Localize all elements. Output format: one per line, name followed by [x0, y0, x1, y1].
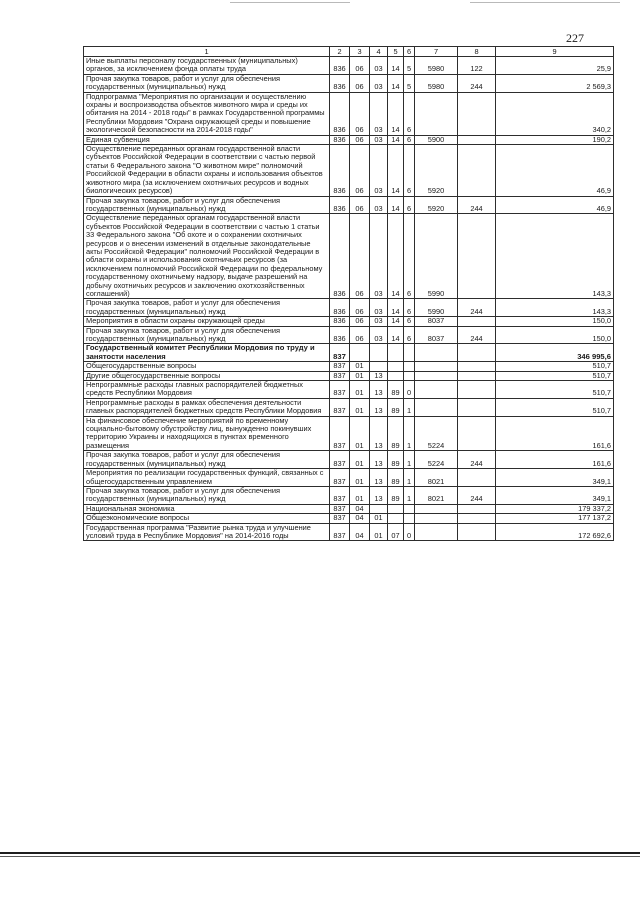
code-target: [415, 381, 458, 399]
code-subsection: 13: [370, 381, 388, 399]
row-amount: 161,6: [496, 451, 614, 469]
code-expense-type: [458, 416, 496, 451]
column-header: 1: [84, 47, 330, 57]
row-name: Осуществление переданных органам государственной власти субъектов Российской Федерации в соответствии с частью первой статьи 6 Федерального закона "О животном мире" полномочий Российской Федерации в области охраны и использования объектов животного мира (за исключением охотничьих ресурсов и водных биологических ресурсов): [84, 145, 330, 196]
code-admin: 836: [330, 326, 350, 344]
code-target: [415, 398, 458, 416]
code-expense-type: 244: [458, 326, 496, 344]
code-program: 89: [388, 451, 404, 469]
code-admin: 837: [330, 451, 350, 469]
row-name: Непрограммные расходы в рамках обеспечения деятельности главных распорядителей бюджетных средств Республики Мордовия: [84, 398, 330, 416]
table-row: [84, 57, 614, 75]
code-expense-type: 244: [458, 74, 496, 92]
code-section: 06: [350, 135, 370, 144]
budget-table: [83, 46, 614, 541]
code-target: 5920: [415, 196, 458, 214]
code-subsection: 03: [370, 317, 388, 326]
code-section: 06: [350, 214, 370, 299]
row-name: Прочая закупка товаров, работ и услуг для обеспечения государственных (муниципальных) нужд: [84, 299, 330, 317]
code-subsection: 03: [370, 57, 388, 75]
code-subprogram: 5: [404, 74, 415, 92]
code-section: 06: [350, 317, 370, 326]
header-row: [84, 47, 614, 57]
code-target: 5920: [415, 145, 458, 196]
column-header: 2: [330, 47, 350, 57]
code-expense-type: [458, 514, 496, 523]
code-target: 5224: [415, 416, 458, 451]
code-expense-type: [458, 381, 496, 399]
code-program: 89: [388, 469, 404, 487]
code-subprogram: [404, 371, 415, 380]
code-program: 14: [388, 135, 404, 144]
code-subprogram: 6: [404, 326, 415, 344]
code-target: 5990: [415, 214, 458, 299]
code-subsection: 03: [370, 74, 388, 92]
table-row: [84, 214, 614, 299]
row-amount: 340,2: [496, 92, 614, 135]
code-subsection: 03: [370, 196, 388, 214]
code-subprogram: 5: [404, 57, 415, 75]
code-section: 06: [350, 92, 370, 135]
code-subsection: 03: [370, 135, 388, 144]
row-name: Непрограммные расходы главных распорядителей бюджетных средств Республики Мордовия: [84, 381, 330, 399]
code-admin: 837: [330, 362, 350, 371]
code-subprogram: 1: [404, 398, 415, 416]
code-expense-type: [458, 214, 496, 299]
code-subsection: [370, 344, 388, 362]
code-section: 01: [350, 371, 370, 380]
table-row: [84, 326, 614, 344]
code-expense-type: 244: [458, 196, 496, 214]
table-row: [84, 451, 614, 469]
code-expense-type: [458, 398, 496, 416]
row-name: Единая субвенция: [84, 135, 330, 144]
code-admin: 836: [330, 135, 350, 144]
table-body: [84, 57, 614, 541]
scan-edge-line: [470, 2, 620, 3]
code-subsection: 13: [370, 398, 388, 416]
code-admin: 836: [330, 92, 350, 135]
code-subsection: 03: [370, 299, 388, 317]
code-subsection: [370, 362, 388, 371]
code-admin: 836: [330, 196, 350, 214]
code-expense-type: 122: [458, 57, 496, 75]
row-amount: 179 337,2: [496, 504, 614, 513]
code-program: 89: [388, 486, 404, 504]
code-section: 01: [350, 416, 370, 451]
page-number: 227: [566, 31, 584, 45]
code-subsection: 03: [370, 92, 388, 135]
bottom-rule: [0, 856, 640, 857]
code-subsection: 13: [370, 371, 388, 380]
code-admin: 837: [330, 486, 350, 504]
code-section: 01: [350, 486, 370, 504]
code-subprogram: 6: [404, 92, 415, 135]
row-amount: 150,0: [496, 326, 614, 344]
row-amount: 510,7: [496, 381, 614, 399]
code-subprogram: [404, 514, 415, 523]
code-section: 06: [350, 326, 370, 344]
code-expense-type: [458, 523, 496, 541]
code-program: [388, 362, 404, 371]
row-amount: 150,0: [496, 317, 614, 326]
code-program: [388, 504, 404, 513]
row-name: Мероприятия в области охраны окружающей среды: [84, 317, 330, 326]
code-program: 07: [388, 523, 404, 541]
code-target: 5900: [415, 135, 458, 144]
row-name: Государственная программа "Развитие рынка труда и улучшение условий труда в Республике Мордовия" на 2014-2016 годы: [84, 523, 330, 541]
row-name: Общеэкономические вопросы: [84, 514, 330, 523]
row-name: Прочая закупка товаров, работ и услуг для обеспечения государственных (муниципальных) нужд: [84, 451, 330, 469]
code-subsection: 01: [370, 523, 388, 541]
code-subprogram: 6: [404, 135, 415, 144]
table-row: [84, 486, 614, 504]
code-program: [388, 514, 404, 523]
code-subsection: 03: [370, 214, 388, 299]
code-program: 14: [388, 92, 404, 135]
code-program: 14: [388, 196, 404, 214]
code-program: 14: [388, 145, 404, 196]
column-header: 4: [370, 47, 388, 57]
row-amount: 510,7: [496, 371, 614, 380]
code-target: [415, 362, 458, 371]
code-target: 5224: [415, 451, 458, 469]
column-header: 3: [350, 47, 370, 57]
code-admin: 837: [330, 523, 350, 541]
code-expense-type: [458, 145, 496, 196]
code-program: 14: [388, 326, 404, 344]
row-name: Национальная экономика: [84, 504, 330, 513]
code-subprogram: 6: [404, 299, 415, 317]
row-amount: 177 137,2: [496, 514, 614, 523]
code-section: 01: [350, 381, 370, 399]
code-section: 06: [350, 74, 370, 92]
table-row: [84, 317, 614, 326]
code-subprogram: 6: [404, 214, 415, 299]
code-section: 04: [350, 504, 370, 513]
code-subsection: 03: [370, 326, 388, 344]
row-amount: 510,7: [496, 362, 614, 371]
scan-edge-line: [230, 2, 350, 3]
table-row: [84, 416, 614, 451]
code-admin: 837: [330, 504, 350, 513]
code-subprogram: 0: [404, 523, 415, 541]
code-admin: 837: [330, 344, 350, 362]
code-section: 06: [350, 57, 370, 75]
code-admin: 836: [330, 299, 350, 317]
column-header: 9: [496, 47, 614, 57]
column-header: 7: [415, 47, 458, 57]
code-admin: 837: [330, 416, 350, 451]
row-name: Подпрограмма "Мероприятия по организации и осуществлению охраны и воспроизводства объектов животного мира и среды их обитания на 2014 - 2018 годы" в рамках Государственной программы Республики Мордовия "Охрана окружающей среды и повышение экологической безопасности на 2014-2018 годы": [84, 92, 330, 135]
row-amount: 143,3: [496, 214, 614, 299]
code-expense-type: [458, 317, 496, 326]
column-header: 5: [388, 47, 404, 57]
code-program: [388, 344, 404, 362]
code-program: 14: [388, 317, 404, 326]
code-program: [388, 371, 404, 380]
code-admin: 836: [330, 214, 350, 299]
code-subprogram: 1: [404, 486, 415, 504]
table-row: [84, 196, 614, 214]
table-row: [84, 74, 614, 92]
code-target: 8037: [415, 317, 458, 326]
code-section: 01: [350, 362, 370, 371]
row-amount: 2 569,3: [496, 74, 614, 92]
code-program: 14: [388, 214, 404, 299]
code-target: [415, 514, 458, 523]
code-target: [415, 371, 458, 380]
code-subsection: 13: [370, 416, 388, 451]
row-name: Общегосударственные вопросы: [84, 362, 330, 371]
row-amount: 349,1: [496, 469, 614, 487]
code-subprogram: 1: [404, 416, 415, 451]
code-expense-type: [458, 504, 496, 513]
bottom-rule: [0, 852, 640, 854]
row-name: На финансовое обеспечение мероприятий по временному социально-бытовому обустройству лиц, вынужденно покинувших территорию Украины и находящихся в пунктах временного размещения: [84, 416, 330, 451]
code-subsection: 03: [370, 145, 388, 196]
row-amount: 25,9: [496, 57, 614, 75]
code-expense-type: [458, 135, 496, 144]
code-target: [415, 523, 458, 541]
code-expense-type: 244: [458, 486, 496, 504]
code-section: 01: [350, 469, 370, 487]
row-name: Мероприятия по реализации государственных функций, связанных с общегосударственным управлением: [84, 469, 330, 487]
code-target: 5990: [415, 299, 458, 317]
code-program: 89: [388, 416, 404, 451]
row-amount: 172 692,6: [496, 523, 614, 541]
row-amount: 46,9: [496, 196, 614, 214]
table-row: [84, 514, 614, 523]
code-expense-type: [458, 344, 496, 362]
code-section: [350, 344, 370, 362]
row-name: Прочая закупка товаров, работ и услуг для обеспечения государственных (муниципальных) нужд: [84, 74, 330, 92]
row-amount: 510,7: [496, 398, 614, 416]
code-target: [415, 92, 458, 135]
table-row: [84, 362, 614, 371]
row-amount: 46,9: [496, 145, 614, 196]
code-expense-type: 244: [458, 451, 496, 469]
row-amount: 161,6: [496, 416, 614, 451]
code-target: 8037: [415, 326, 458, 344]
table-row: [84, 398, 614, 416]
code-admin: 837: [330, 381, 350, 399]
code-program: 14: [388, 74, 404, 92]
code-subsection: 13: [370, 486, 388, 504]
row-amount: 190,2: [496, 135, 614, 144]
code-subprogram: 6: [404, 317, 415, 326]
code-section: 06: [350, 145, 370, 196]
code-section: 01: [350, 398, 370, 416]
code-admin: 836: [330, 317, 350, 326]
code-section: 01: [350, 451, 370, 469]
code-target: 5980: [415, 74, 458, 92]
table-row: [84, 469, 614, 487]
code-subprogram: 1: [404, 451, 415, 469]
code-expense-type: [458, 362, 496, 371]
code-target: [415, 504, 458, 513]
code-section: 04: [350, 514, 370, 523]
code-program: 14: [388, 299, 404, 317]
row-name: Прочая закупка товаров, работ и услуг для обеспечения государственных (муниципальных) нужд: [84, 326, 330, 344]
code-subprogram: 1: [404, 469, 415, 487]
code-admin: 837: [330, 469, 350, 487]
row-name: Прочая закупка товаров, работ и услуг для обеспечения государственных (муниципальных) нужд: [84, 196, 330, 214]
code-subprogram: [404, 362, 415, 371]
row-name: Прочая закупка товаров, работ и услуг для обеспечения государственных (муниципальных) нужд: [84, 486, 330, 504]
code-subprogram: 6: [404, 196, 415, 214]
code-admin: 836: [330, 74, 350, 92]
code-section: 06: [350, 299, 370, 317]
code-program: 89: [388, 398, 404, 416]
code-expense-type: [458, 371, 496, 380]
code-expense-type: [458, 469, 496, 487]
code-section: 06: [350, 196, 370, 214]
table-row: [84, 523, 614, 541]
row-name: Государственный комитет Республики Мордовия по труду и занятости населения: [84, 344, 330, 362]
code-subsection: 01: [370, 514, 388, 523]
code-subprogram: [404, 504, 415, 513]
table-row: [84, 381, 614, 399]
table-row: [84, 344, 614, 362]
code-subprogram: 0: [404, 381, 415, 399]
code-target: 8021: [415, 469, 458, 487]
code-admin: 837: [330, 398, 350, 416]
code-subsection: 13: [370, 451, 388, 469]
code-program: 89: [388, 381, 404, 399]
column-header: 8: [458, 47, 496, 57]
code-target: 5980: [415, 57, 458, 75]
table-row: [84, 145, 614, 196]
column-header: 6: [404, 47, 415, 57]
code-subprogram: 6: [404, 145, 415, 196]
row-name: Иные выплаты персоналу государственных (муниципальных) органов, за исключением фонда оплаты труда: [84, 57, 330, 75]
code-subsection: 13: [370, 469, 388, 487]
code-target: 8021: [415, 486, 458, 504]
code-target: [415, 344, 458, 362]
row-name: Осуществление переданных органам государственной власти субъектов Российской Федерации в соответствии с частью 1 статьи 33 Федерального закона "Об охоте и о сохранении охотничьих ресурсов и о внесении изменений в отдельные законодательные акты Российской Федерации" полномочий Российской Федерации в области охраны и использования охотничьих ресурсов (за исключением полномочий Российской Федерации по федеральному государственному охотничьему надзору, выдаче разрешений на добычу охотничьих ресурсов и заключению охотхозяйственных соглашений): [84, 214, 330, 299]
row-name: Другие общегосударственные вопросы: [84, 371, 330, 380]
code-section: 04: [350, 523, 370, 541]
code-subprogram: [404, 344, 415, 362]
code-expense-type: 244: [458, 299, 496, 317]
code-program: 14: [388, 57, 404, 75]
code-admin: 837: [330, 371, 350, 380]
code-admin: 836: [330, 57, 350, 75]
row-amount: 349,1: [496, 486, 614, 504]
row-amount: 143,3: [496, 299, 614, 317]
table-row: [84, 299, 614, 317]
table-row: [84, 92, 614, 135]
row-amount: 346 995,6: [496, 344, 614, 362]
code-admin: 837: [330, 514, 350, 523]
code-expense-type: [458, 92, 496, 135]
code-admin: 836: [330, 145, 350, 196]
